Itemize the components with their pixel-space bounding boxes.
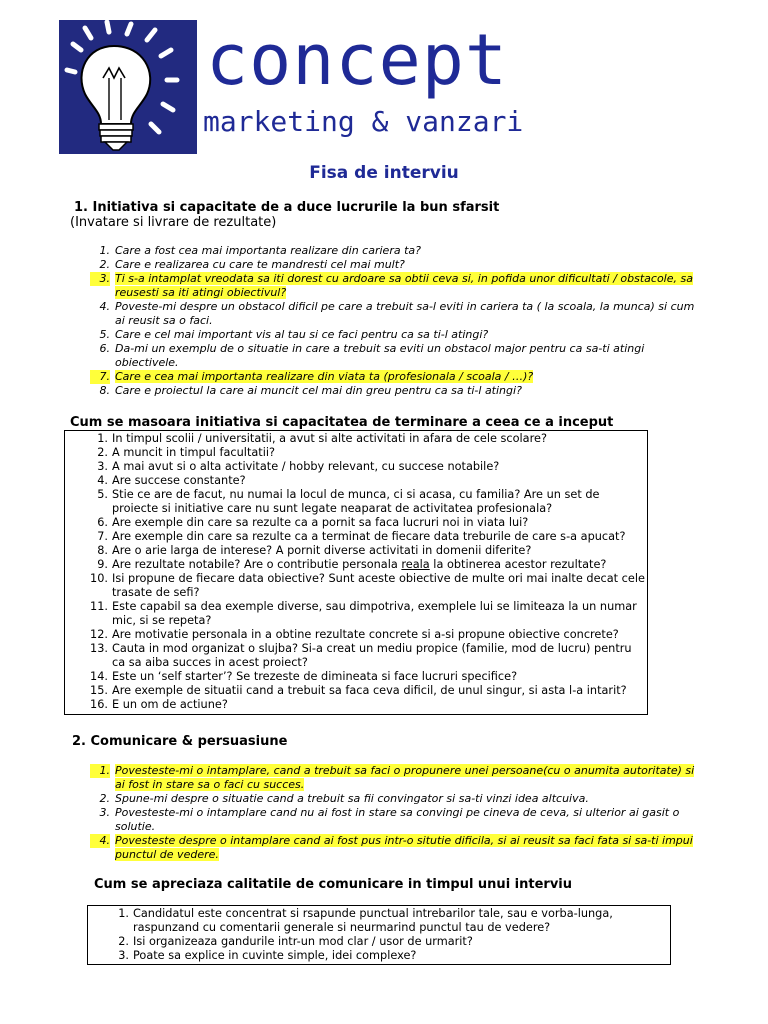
list-item: 16. E un om de actiune? <box>90 698 228 711</box>
logo-lightbulb <box>59 20 197 154</box>
section2-measure-heading: Cum se apreciaza calitatile de comunicare in timpul unui interviu <box>94 877 573 892</box>
section1-heading: 1. Initiativa si capacitate de a duce lucrurile la bun sfarsit <box>74 200 500 215</box>
section2-criteria-list <box>110 907 662 963</box>
list-item: 15. Are exemple de situatii cand a trebuit sa faca ceva dificil, de unul singur, si asta l-a intarit? <box>90 684 627 697</box>
list-item: 4. Are succese constante? <box>97 474 246 487</box>
list-item: 1. In timpul scolii / universitatii, a avut si alte activitati in afara de cele scolare? <box>97 432 547 445</box>
list-item: 10. Isi propune de fiecare data obiective? Sunt aceste obiective de multe ori mai inalte decat cele trasate de sefi? <box>90 572 645 599</box>
list-item: 5. Stie ce are de facut, nu numai la locul de munca, ci si acasa, cu familia? Are un set de proiecte si initiative care nu sunt legate neaparat de activitatea profesionala? <box>97 488 600 515</box>
list-item: 3. A mai avut si o alta activitate / hobby relevant, cu succese notabile? <box>97 460 500 473</box>
document-title: Fisa de interviu <box>309 163 459 183</box>
list-item: 1. Povesteste-mi o intamplare, cand a trebuit sa faci o propunere unei persoane(cu o anumita autoritate) si ai fost in stare sa o faci cu succes. <box>90 764 700 792</box>
list-item: 12. Are motivatie personala in a obtine rezultate concrete si a-si propune obiective concrete? <box>90 628 619 641</box>
list-item: 8. Care e proiectul la care ai muncit cel mai din greu pentru ca sa ti-l atingi? <box>99 384 522 397</box>
section2-heading: 2. Comunicare & persuasiune <box>72 734 288 749</box>
list-item: 7. Are exemple din care sa rezulte ca a terminat de fiecare data treburile de care s-a apucat? <box>97 530 626 543</box>
list-item: 3. Ti s-a intamplat vreodata sa iti dorest cu ardoare sa obtii ceva si, in pofida unor dificultati / obstacole, sa reusesti sa iti atingi obiectivul? <box>90 272 700 300</box>
list-item: 11. Este capabil sa dea exemple diverse, sau dimpotriva, exemplele lui se limiteaza la un numar mic, si se repeta? <box>90 600 637 627</box>
list-item: 9. Are rezultate notabile? Are o contributie personala reala la obtinerea acestor rezultate? <box>97 558 607 571</box>
section2-question-list <box>90 764 700 862</box>
list-item: 2. Isi organizeaza gandurile intr-un mod clar / usor de urmarit? <box>118 935 473 948</box>
list-item: 4. Povesteste despre o intamplare cand ai fost pus intr-o situtie dificila, si ai reusit sa faci fata si sa-ti impui punctul de vedere. <box>90 834 700 862</box>
brand-title: concept <box>206 19 509 101</box>
section2-criteria-box <box>87 905 671 965</box>
list-item: 13. Cauta in mod organizat o slujba? Si-a creat un mediu propice (familie, mod de lucru) pentru ca sa aiba succes in acest proiect? <box>90 642 632 669</box>
section1-measure-heading: Cum se masoara initiativa si capacitatea de terminare a ceea ce a inceput <box>70 415 614 430</box>
list-item: 3. Poate sa explice in cuvinte simple, idei complexe? <box>118 949 417 962</box>
brand-subtitle: marketing & vanzari <box>203 105 524 138</box>
section1-note: (Invatare si livrare de rezultate) <box>70 215 277 230</box>
list-item: 2. Spune-mi despre o situatie cand a trebuit sa fii convingator si sa-ti vinzi idea altcuiva. <box>99 792 589 805</box>
list-item: 6. Are exemple din care sa rezulte ca a pornit sa faca lucruri noi in viata lui? <box>97 516 529 529</box>
lightbulb-icon <box>59 20 197 154</box>
list-item: 8. Are o arie larga de interese? A pornit diverse activitati in domenii diferite? <box>97 544 532 557</box>
list-item: 4. Poveste-mi despre un obstacol dificil pe care a trebuit sa-l eviti in cariera ta ( la scoala, la munca) si cum ai reusit sa o faci. <box>99 300 695 327</box>
list-item: 3. Povesteste-mi o intamplare cand nu ai fost in stare sa convingi pe cineva de ceva, si ulterior ai gasit o solutie. <box>99 806 680 833</box>
section1-criteria-list <box>89 432 645 712</box>
list-item: 2. Care e realizarea cu care te mandresti cel mai mult? <box>99 258 405 271</box>
list-item: 5. Care e cel mai important vis al tau si ce faci pentru ca sa ti-l atingi? <box>99 328 489 341</box>
section1-criteria-box <box>64 430 648 715</box>
section1-question-list <box>90 244 700 398</box>
list-item: 14. Este un ‘self starter’? Se trezeste de dimineata si face lucruri specifice? <box>90 670 518 683</box>
list-item: 7. Care e cea mai importanta realizare din viata ta (profesionala / scoala / …)? <box>90 370 700 384</box>
list-item: 1. Candidatul este concentrat si rsapunde punctual intrebarilor tale, sau e vorba-lunga, raspunzand cu comentarii generale si neurmarind punctul tau de vedere? <box>118 907 613 934</box>
list-item: 2. A muncit in timpul facultatii? <box>97 446 275 459</box>
list-item: 1. Care a fost cea mai importanta realizare din cariera ta? <box>99 244 421 257</box>
list-item: 6. Da-mi un exemplu de o situatie in care a trebuit sa eviti un obstacol major pentru ca sa-ti atingi obiectivele. <box>99 342 645 369</box>
